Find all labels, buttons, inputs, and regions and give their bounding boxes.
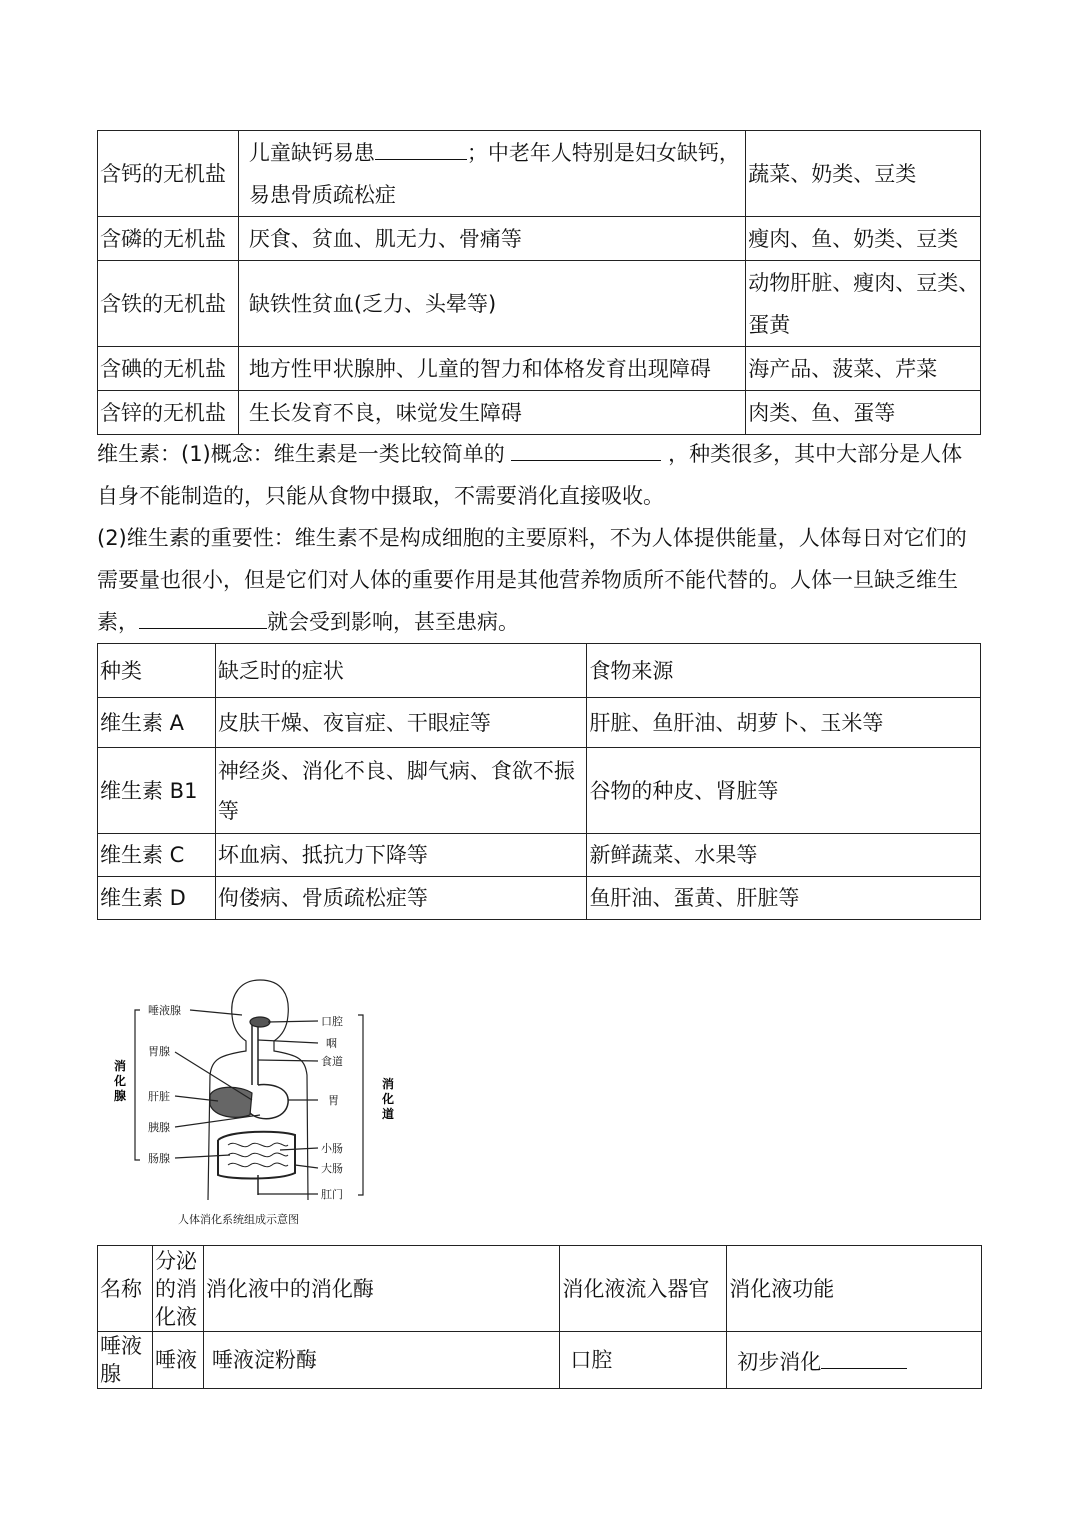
vitamin-name: 维生素 B1: [98, 748, 216, 834]
mineral-symptom: 缺铁性贫血(乏力、头晕等): [238, 261, 745, 347]
vitamin-name: 维生素 A: [98, 698, 216, 748]
right-label: 食道: [321, 1055, 343, 1068]
mineral-name: 含碘的无机盐: [98, 347, 239, 391]
vitamin-name: 维生素 C: [98, 834, 216, 877]
answer-blank[interactable]: [139, 604, 267, 629]
column-header: 食物来源: [587, 644, 981, 698]
gland-enzyme: 唾液淀粉酶: [203, 1332, 560, 1389]
mineral-symptom: 厌食、贫血、肌无力、骨痛等: [238, 217, 745, 261]
digestive-system-diagram: [100, 975, 400, 1235]
table-row: [98, 261, 981, 347]
column-header: 种类: [98, 644, 216, 698]
right-group-label: 消化道: [382, 1077, 395, 1121]
mineral-name: 含磷的无机盐: [98, 217, 239, 261]
mineral-source: 瘦肉、鱼、奶类、豆类: [746, 217, 981, 261]
small-intestine: [228, 1143, 288, 1167]
mineral-symptom: 地方性甲状腺肿、儿童的智力和体格发育出现障碍: [238, 347, 745, 391]
answer-blank[interactable]: [821, 1344, 907, 1369]
vitamin-source: 谷物的种皮、肾脏等: [587, 748, 981, 834]
right-label: 大肠: [321, 1162, 343, 1175]
table-row: [98, 834, 981, 877]
left-label: 肠腺: [148, 1152, 170, 1165]
vitamin-source: 肝脏、鱼肝油、胡萝卜、玉米等: [587, 698, 981, 748]
column-header: 分泌的消化液: [152, 1246, 203, 1332]
table-row: [98, 698, 981, 748]
left-group-label: 消化腺: [114, 1059, 127, 1103]
vitamin-symptom: 坏血病、抵抗力下降等: [215, 834, 587, 877]
right-bracket: [358, 1015, 363, 1195]
esophagus: [252, 1025, 258, 1085]
vitamin-concept-paragraph: 维生素：(1)概念：维生素是一类比较简单的 ，种类很多，其中大部分是人体自身不能制造的，只能从食物中摄取，不需要消化直接吸收。: [97, 433, 981, 517]
answer-blank[interactable]: [375, 135, 467, 160]
diagram-caption: 人体消化系统组成示意图: [178, 1213, 299, 1226]
digestive-gland-table: [97, 1245, 982, 1389]
mineral-source: 蔬菜、奶类、豆类: [746, 131, 981, 217]
mineral-symptom: 生长发育不良，味觉发生障碍: [238, 391, 745, 435]
mineral-name: 含钙的无机盐: [98, 131, 239, 217]
mineral-symptom: 儿童缺钙易患 ；中老年人特别是妇女缺钙，易患骨质疏松症: [238, 131, 745, 217]
right-label: 小肠: [321, 1142, 343, 1155]
table-row: [98, 347, 981, 391]
liver: [210, 1087, 252, 1117]
column-header: 缺乏时的症状: [215, 644, 587, 698]
vitamin-importance-paragraph: (2)维生素的重要性：维生素不是构成细胞的主要原料，不为人体提供能量，人体每日对它们的需要量也很小，但是它们对人体的重要作用是其他营养物质所不能代替的。人体一旦缺乏维生素， 就会受到影响，甚至患病。: [97, 526, 967, 634]
gland-juice: 唾液: [152, 1332, 203, 1389]
table-row: [98, 217, 981, 261]
right-label: 咽: [326, 1037, 337, 1050]
vitamin-symptom: 皮肤干燥、夜盲症、干眼症等: [215, 698, 587, 748]
answer-blank[interactable]: [511, 436, 661, 461]
mineral-source: 海产品、菠菜、芹菜: [746, 347, 981, 391]
vitamin-source: 鱼肝油、蛋黄、肝脏等: [587, 877, 981, 920]
stomach: [250, 1085, 288, 1119]
gland-function: 初步消化: [727, 1332, 982, 1389]
gland-organ: 口腔: [560, 1332, 727, 1389]
table-row: [98, 1332, 982, 1389]
left-label: 胃腺: [148, 1045, 170, 1058]
table-row: [98, 131, 981, 217]
right-label: 胃: [328, 1094, 339, 1107]
left-bracket: [135, 1010, 140, 1160]
table-header-row: [98, 1246, 982, 1332]
mineral-name: 含锌的无机盐: [98, 391, 239, 435]
mineral-source: 肉类、鱼、蛋等: [746, 391, 981, 435]
right-label: 肛门: [321, 1188, 343, 1201]
table-row: [98, 391, 981, 435]
table-row: [98, 877, 981, 920]
vitamin-name: 维生素 D: [98, 877, 216, 920]
table-row: [98, 748, 981, 834]
left-label: 肝脏: [148, 1090, 170, 1103]
minerals-table: [97, 130, 981, 435]
vitamin-source: 新鲜蔬菜、水果等: [587, 834, 981, 877]
right-label: 口腔: [321, 1015, 343, 1028]
table-header-row: [98, 644, 981, 698]
vitamin-symptom: 神经炎、消化不良、脚气病、食欲不振等: [215, 748, 587, 834]
left-label: 唾液腺: [148, 1004, 181, 1017]
column-header: 名称: [98, 1246, 153, 1332]
left-label: 胰腺: [148, 1121, 170, 1134]
mineral-name: 含铁的无机盐: [98, 261, 239, 347]
column-header: 消化液功能: [727, 1246, 982, 1332]
vitamin-symptom: 佝偻病、骨质疏松症等: [215, 877, 587, 920]
mouth: [250, 1017, 270, 1027]
gland-name: 唾液腺: [98, 1332, 153, 1389]
column-header: 消化液中的消化酶: [203, 1246, 560, 1332]
vitamin-table: [97, 643, 981, 920]
mineral-source: 动物肝脏、瘦肉、豆类、蛋黄: [746, 261, 981, 347]
column-header: 消化液流入器官: [560, 1246, 727, 1332]
